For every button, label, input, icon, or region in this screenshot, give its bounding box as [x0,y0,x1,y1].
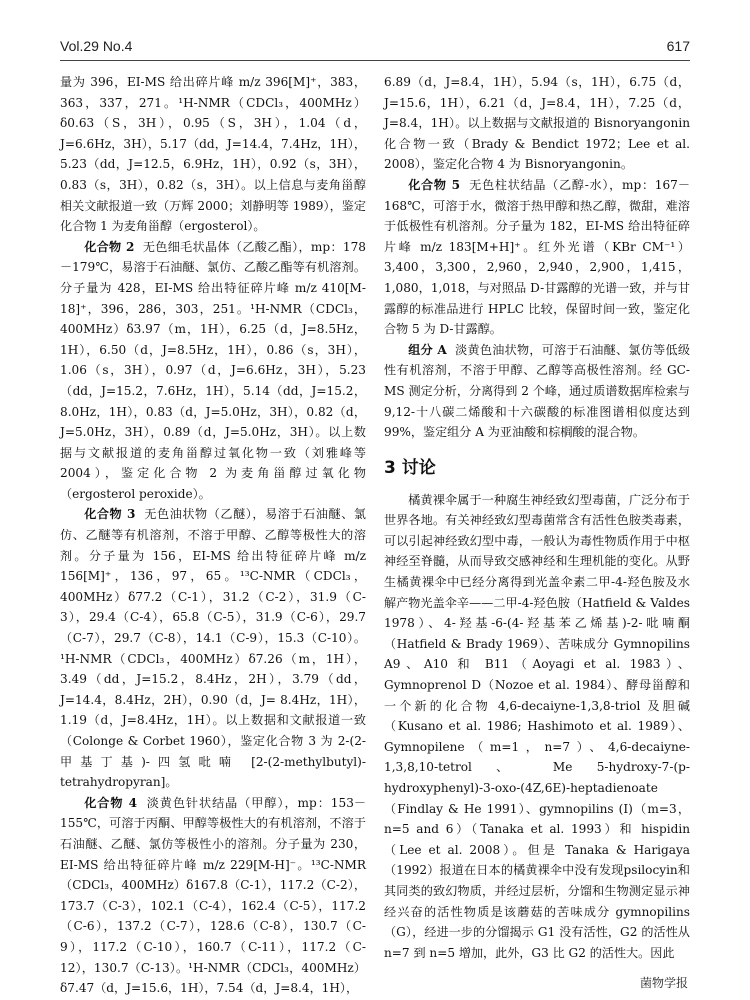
compound-3-label: 化合物 3 [84,507,136,522]
compound-5-text: 无色柱状结晶（乙醇-水），mp：167－168℃，可溶于水，微溶于热甲醇和热乙醇，微甜，难溶于低极性有机溶剂。分子量为 182，EI-MS 给出特征碎片峰 m/z 183[M+H]⁺。红外光谱（KBr CM⁻¹）3,400，3,300，2,960，2,940，2,900，1,415，1,080，1,018，与对照品 D-甘露醇的光谱一致，并与甘露醇的标准品进行 HPLC 比较，保留时间一致，鉴定化合物 5 为 D-甘露醇。 [384,177,690,337]
group-a-label: 组分 A [408,342,447,357]
volume-issue: Vol.29 No.4 [60,38,133,54]
header-divider [60,60,690,61]
footer-journal-name: 菌物学报 [639,976,688,990]
paragraph-compound-2 [60,237,366,505]
left-column [60,72,366,999]
paragraph-compound-3 [60,504,366,792]
compound-2-text: 无色细毛状晶体（乙酸乙酯），mp：178－179℃，易溶于石油醚、氯仿、乙酸乙酯等有机溶剂。分子量为 428，EI-MS 给出特征碎片峰 m/z 410[M-18]⁺，396，286，303，251。¹H-NMR（CDCl₃，400MHz）δ3.97（m，1H），6.25（d，J=8.5Hz，1H），6.50（d，J=8.5Hz，1H），0.86（s，3H），1.06（s，3H），0.97（d，J=6.6Hz，3H），5.23（dd，J=15.2，7.6Hz，1H），5.14（dd，J=15.2，8.0Hz，1H），0.83（d，J=5.0Hz，3H），0.82（d，J=5.0Hz，3H），0.89（d，J=5.0Hz，3H）。以上数据与文献报道的麦角甾醇过氧化物一致（刘雅峰等 2004），鉴定化合物 2 为麦角甾醇过氧化物（ergosterol peroxide）。 [60,239,366,501]
compound-4-text: 淡黄色针状结晶（甲醇），mp：153－155℃，可溶于丙酮、甲醇等极性大的有机溶剂，不溶于石油醚、乙醚、氯仿等极性小的溶剂。分子量为 230，EI-MS 给出特征碎片峰 m/z 229[M-H]⁻。¹³C-NMR（CDCl₃，400MHz）δ167.8（C-1），117.2（C-2），173.7（C-3），102.1（C-4），162.4（C-5），117.2（C-6），137.2（C-7），128.6（C-8），130.7（C-9），117.2（C-10），160.7（C-11），117.2（C-12），130.7（C-13）。¹H-NMR（CDCl₃，400MHz）δ7.47（d，J=15.6，1H），7.54（d，J=8.4，1H）， [60,795,366,996]
paragraph-compound-4-continued: 6.89（d，J=8.4，1H），5.94（s，1H），6.75（d，J=15.6，1H），6.21（d，J=8.4，1H），7.25（d，J=8.4，1H）。以上数据与文献报道的 Bisnoryangonin 化合物一致（Brady & Bendict 1972；Lee et al. 2008），鉴定化合物 4 为 Bisnoryangonin。 [384,75,690,172]
group-a-text: 淡黄色油状物，可溶于石油醚、氯仿等低级性有机溶剂，不溶于甲醇、乙醇等高极性溶剂。经 GC-MS 测定分析，分离得到 2 个峰，通过质谱数据库检索与 9,12-十八碳二烯酸和十六碳酸的标准图谱相似度达到 99%，鉴定组分 A 为亚油酸和棕榈酸的混合物。 [384,342,690,440]
compound-2-label: 化合物 2 [84,239,135,254]
page-number: 617 [666,38,690,54]
paragraph-compound-5 [384,175,690,340]
compound-4-label: 化合物 4 [84,795,138,810]
running-header [60,38,690,62]
right-column [384,72,690,963]
paragraph-group-a [384,340,690,443]
compound-3-text: 无色油状物（乙醚），易溶于石油醚、氯仿、乙醚等有机溶剂，不溶于甲醇、乙醇等极性大的溶剂。分子量为 156，EI-MS 给出特征碎片峰 m/z 156[M]⁺，136，97，65。¹³C-NMR（CDCl₃，400MHz）δ77.2（C-1），31.2（C-2），31.9（C-3），29.4（C-4），65.8（C-5），31.9（C-6），29.7（C-7），29.7（C-8），14.1（C-9），15.3（C-10）。¹H-NMR（CDCl₃，400MHz）δ7.26（m，1H），3.49（dd，J=15.2，8.4Hz，2H），3.79（dd，J=14.4，8.4Hz，2H），0.90（d，J= 8.4Hz，1H），1.19（d，J=8.4Hz，1H）。以上数据和文献报道一致（Colonge & Corbet 1960），鉴定化合物 3 为 2-(2-甲基丁基)-四氢吡喃 [2-(2-methylbutyl)- tetrahydropyran]。 [60,507,366,790]
paragraph-compound-1-data: 量为 396，EI-MS 给出碎片峰 m/z 396[M]⁺，383，363，337，271。¹H-NMR（CDCl₃，400MHz）δ0.63（S，3H），0.95（S，3H），1.04（d，J=6.6Hz，3H），5.17（dd，J=14.4，7.4Hz，1H），5.23（dd，J=12.5，6.9Hz，1H），0.92（s，3H），0.83（s，3H），0.82（s，3H）。以上信息与麦角甾醇相关文献报道一致（万辉 2000；刘静明等 1989），鉴定化合物 1 为麦角甾醇（ergosterol）。 [60,75,366,234]
paragraph-discussion: 橘黄裸伞属于一种腐生神经致幻型毒菌，广泛分布于世界各地。有关神经致幻型毒菌常含有活性色胺类毒素，可以引起神经致幻型中毒，一般认为毒性物质作用于中枢神经至脊髓，从而导致交感神经和生理机能的变化。从野生橘黄裸伞中已经分离得到光盖伞素二甲-4-羟色胺及水解产物光盖伞辛——二甲-4-羟色胺（Hatfield & Valdes 1978）、4-羟基-6-(4-羟基苯乙烯基)-2-吡喃酮（Hatfield & Brady 1969）、苦味成分 Gymnopilins A9、A10 和 B11（Aoyagi et al. 1983）、Gymnoprenol D（Nozoe et al. 1984）、酵母甾醇和一个新的化合物 4,6-decaiyne-1,3,8-triol 及胆碱（Kusano et al. 1986; Hashimoto et al. 1989）、Gymnopilene（m=1，n=7）、4,6-decaiyne-1,3,8,10-tetrol 、 Me 5-hydroxy-7-(p-hydroxyphenyl)-3-oxo-(4Z,6E)-heptadienoate（Findlay & He 1991）、gymnopilins (I)（m=3，n=5 and 6）（Tanaka et al. 1993）和 hispidin（Lee et al. 2008）。但是 Tanaka & Harigaya（1992）报道在日本的橘黄裸伞中没有发现psilocyin和其同类的致幻物质，并经过层析，分馏和生物测定显示神经兴奋的活性物质是该蘑菇的苦味成分 gymnopilins（G），经进一步的分馏揭示 G1 没有活性，G2 的活性从 n=7 到 n=5 增加，此外，G3 比 G2 的活性大。因此 [384,492,690,960]
section-title-discussion: 3 讨论 [384,457,436,478]
paragraph-compound-4 [60,793,366,999]
compound-5-label: 化合物 5 [408,177,461,192]
